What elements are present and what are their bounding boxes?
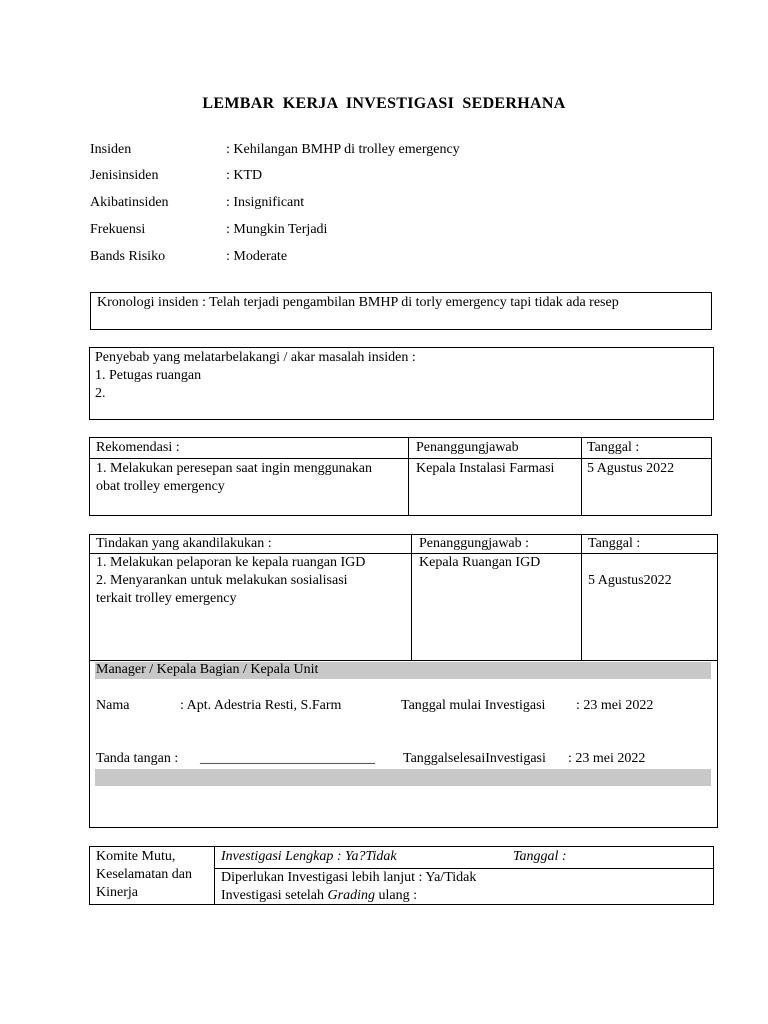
info-value-jenis: : KTD (226, 168, 263, 183)
penanggungjawab-header: Penanggungjawab : (419, 536, 530, 551)
penanggungjawab-header: Penanggungjawab (416, 440, 519, 455)
rekomendasi-tanggal: 5 Agustus 2022 (587, 461, 675, 476)
tanggal-header: Tanggal : (588, 536, 641, 551)
komite-label-line-2: Keselamatan dan (96, 867, 193, 882)
tindakan-penanggungjawab: Kepala Ruangan IGD (419, 555, 541, 570)
rekomendasi-line-1: 1. Melakukan peresepan saat ingin menggunakan (96, 461, 373, 476)
kronologi-text: Kronologi insiden : Telah terjadi pengambilan BMHP di torly emergency tapi tidak ada resep (97, 295, 619, 310)
tindakan-line-3: terkait trolley emergency (96, 591, 237, 606)
komite-label-line-3: Kinerja (96, 885, 138, 900)
info-label-frekuensi: Frekuensi (90, 222, 146, 237)
tindakan-table (89, 534, 718, 828)
investigasi-lanjut: Diperlukan Investigasi lebih lanjut : Ya/Tidak (221, 870, 477, 885)
komite-table (89, 846, 714, 905)
info-label-akibat: Akibatinsiden (90, 195, 169, 210)
penyebab-item-1: 1. Petugas ruangan (95, 368, 202, 383)
tindakan-tanggal: 5 Agustus2022 (588, 573, 672, 588)
page-title: LEMBAR KERJA INVESTIGASI SEDERHANA (202, 95, 566, 112)
table-divider (411, 535, 412, 660)
signature-line: _________________________ (200, 751, 375, 766)
table-divider (581, 535, 582, 660)
info-label-jenis: Jenisinsiden (90, 168, 159, 183)
rekomendasi-line-2: obat trolley emergency (96, 479, 225, 494)
tindakan-header: Tindakan yang akandilakukan : (96, 536, 272, 551)
investigasi-grading (221, 887, 417, 905)
komite-tanggal: Tanggal : (513, 849, 567, 864)
tanggal-selesai-label: TanggalselesaiInvestigasi (403, 751, 546, 766)
info-value-bands: : Moderate (226, 249, 288, 264)
info-value-akibat: : Insignificant (226, 195, 305, 210)
rekomendasi-penanggungjawab: Kepala Instalasi Farmasi (416, 461, 555, 476)
tanggal-header: Tanggal : (587, 440, 640, 455)
tanggal-selesai-value: : 23 mei 2022 (568, 751, 646, 766)
tanda-tangan-label: Tanda tangan : (96, 751, 179, 766)
tindakan-line-1: 1. Melakukan pelaporan ke kepala ruangan IGD (96, 555, 366, 570)
table-divider (214, 847, 215, 904)
gray-band (95, 769, 711, 786)
penyebab-item-2: 2. (95, 386, 106, 401)
manager-heading: Manager / Kepala Bagian / Kepala Unit (96, 662, 319, 677)
kronologi-box (90, 292, 712, 330)
tanggal-mulai-value: : 23 mei 2022 (576, 698, 654, 713)
table-divider (581, 438, 582, 515)
rekomendasi-table (89, 437, 712, 516)
table-divider (408, 438, 409, 515)
tindakan-line-2: 2. Menyarankan untuk melakukan sosialisasi (96, 573, 348, 588)
investigasi-lengkap: Investigasi Lengkap : Ya?Tidak (221, 849, 397, 864)
nama-value: : Apt. Adestria Resti, S.Farm (180, 698, 342, 713)
komite-label-line-1: Komite Mutu, (96, 849, 176, 864)
grading-prefix: Investigasi setelah (221, 888, 328, 903)
info-label-insiden: Insiden (90, 142, 132, 157)
penyebab-box (89, 347, 714, 420)
info-label-bands: Bands Risiko (90, 249, 166, 264)
tanggal-mulai-label: Tanggal mulai Investigasi (401, 698, 546, 713)
info-value-frekuensi: : Mungkin Terjadi (226, 222, 328, 237)
rekomendasi-header: Rekomendasi : (96, 440, 180, 455)
grading-word: Grading (327, 888, 375, 903)
info-value-insiden: : Kehilangan BMHP di trolley emergency (226, 142, 460, 157)
nama-label: Nama (96, 698, 130, 713)
penyebab-heading: Penyebab yang melatarbelakangi / akar masalah insiden : (95, 350, 416, 365)
table-divider (90, 458, 711, 459)
grading-suffix: ulang : (374, 888, 417, 903)
